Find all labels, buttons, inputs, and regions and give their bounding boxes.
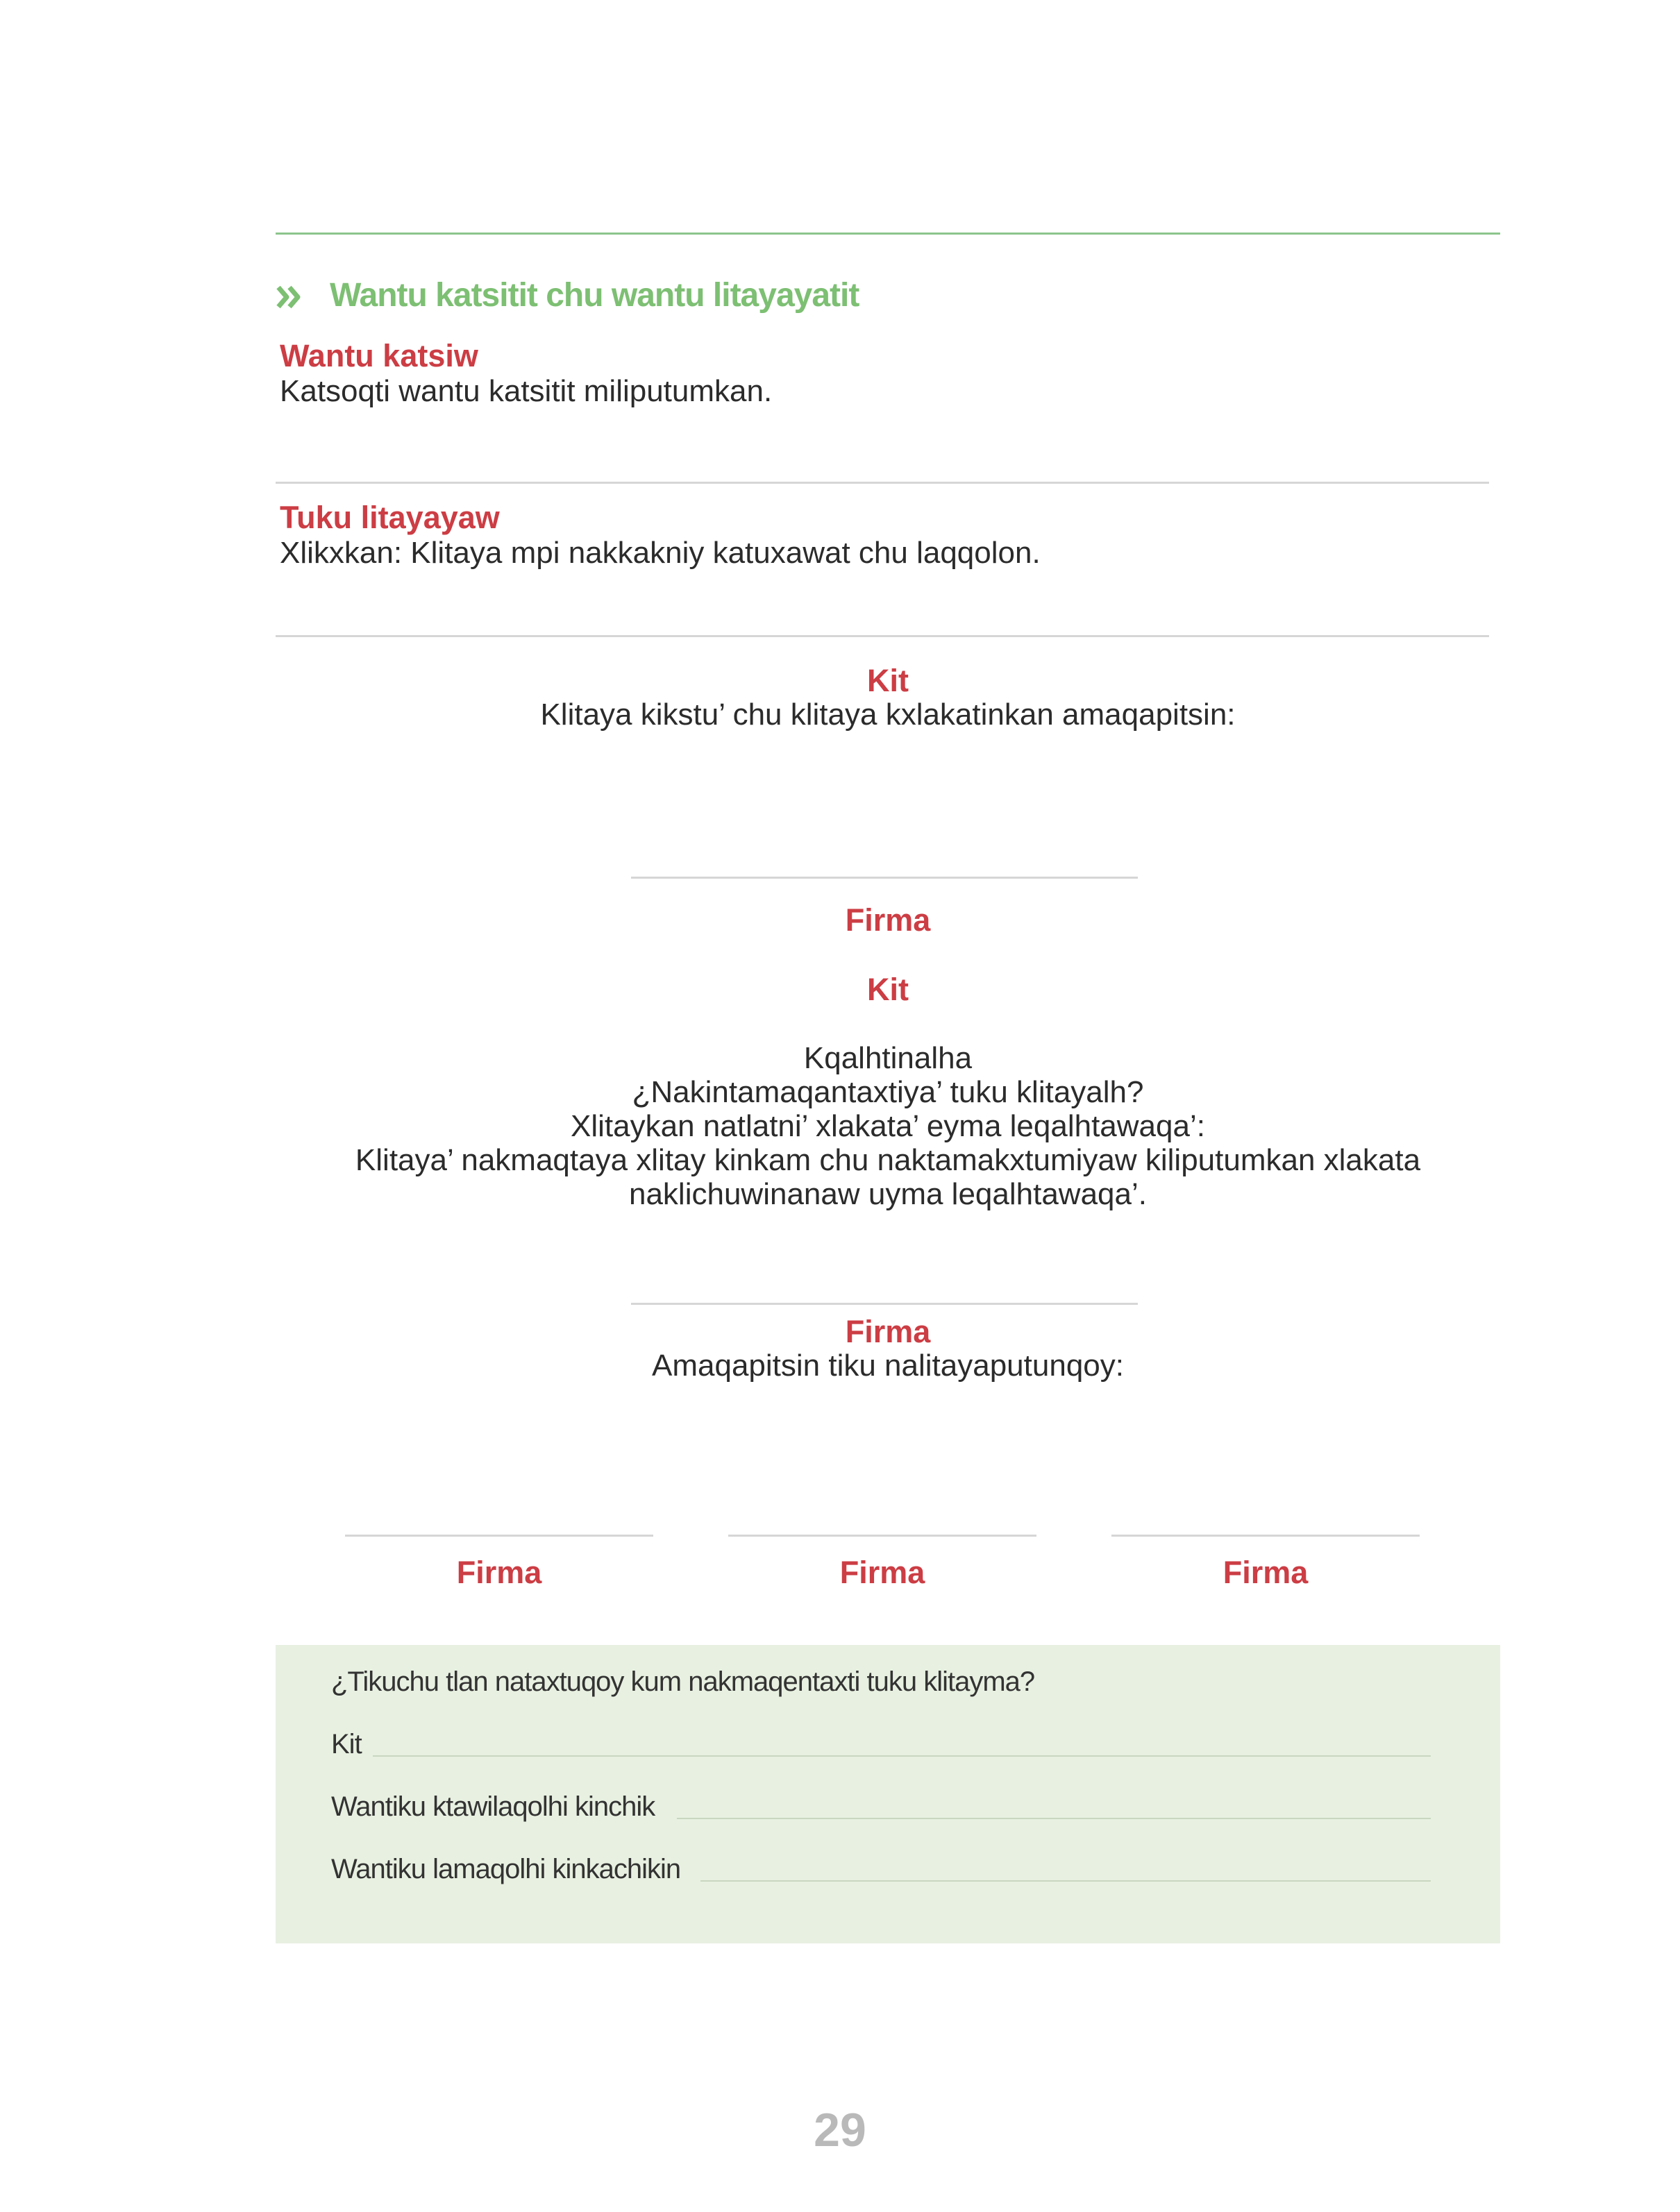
field-divider (276, 635, 1489, 637)
box-row-field[interactable] (700, 1880, 1431, 1882)
top-divider (276, 233, 1500, 235)
block2-label: Kit (867, 972, 909, 1007)
info-box (276, 1645, 1500, 1943)
block2-signature-label: Firma (845, 1314, 931, 1349)
field-label-tuku-litayayaw: Tuku litayayaw (280, 500, 500, 535)
signature-line (1111, 1535, 1420, 1537)
block1-label: Kit (867, 663, 909, 698)
box-row-label: Kit (331, 1729, 362, 1759)
signature-label: Firma (839, 1555, 925, 1590)
field-text-wantu-katsiw: Katsoqti wantu katsitit miliputumkan. (280, 374, 773, 408)
block2-line: naklichuwinanaw uyma leqalhtawaqa’. (628, 1177, 1147, 1211)
field-text-tuku-litayayaw: Xlikxkan: Klitaya mpi nakkakniy katuxawat chu laqqolon. (280, 536, 1041, 570)
box-question: ¿Tikuchu tlan nataxtuqoy kum nakmaqentaxti tuku klitayma? (331, 1666, 1035, 1697)
signature-label: Firma (1223, 1555, 1309, 1590)
signature-line (631, 877, 1138, 879)
signature-line (631, 1303, 1138, 1305)
page-number: 29 (814, 2104, 866, 2156)
field-label-wantu-katsiw: Wantu katsiw (280, 338, 478, 373)
signature-line (728, 1535, 1036, 1537)
box-row-label: Wantiku ktawilaqolhi kinchik (331, 1791, 655, 1822)
box-row-label: Wantiku lamaqolhi kinkachikin (331, 1854, 681, 1884)
block2-line: ¿Nakintamaqantaxtiya’ tuku klitayalh? (632, 1075, 1144, 1109)
block2-line: Klitaya’ nakmaqtaya xlitay kinkam chu naktamakxtumiyaw kiliputumkan xlakata (355, 1143, 1421, 1177)
double-chevron-right-icon (276, 285, 303, 310)
block1-signature-label: Firma (845, 902, 931, 938)
signature-label: Firma (456, 1555, 542, 1590)
block3-text: Amaqapitsin tiku nalitayaputunqoy: (652, 1349, 1124, 1383)
signature-line (345, 1535, 653, 1537)
block2-line: Kqalhtinalha (803, 1041, 973, 1075)
section-title: Wantu katsitit chu wantu litayayatit (330, 277, 859, 314)
block1-text: Klitaya kikstu’ chu klitaya kxlakatinkan amaqapitsin: (540, 698, 1236, 732)
box-row-field[interactable] (373, 1755, 1431, 1757)
block2-line: Xlitaykan natlatni’ xlakata’ eyma leqalhtawaqa’: (571, 1109, 1205, 1143)
field-divider (276, 482, 1489, 484)
box-row-field[interactable] (677, 1818, 1431, 1819)
